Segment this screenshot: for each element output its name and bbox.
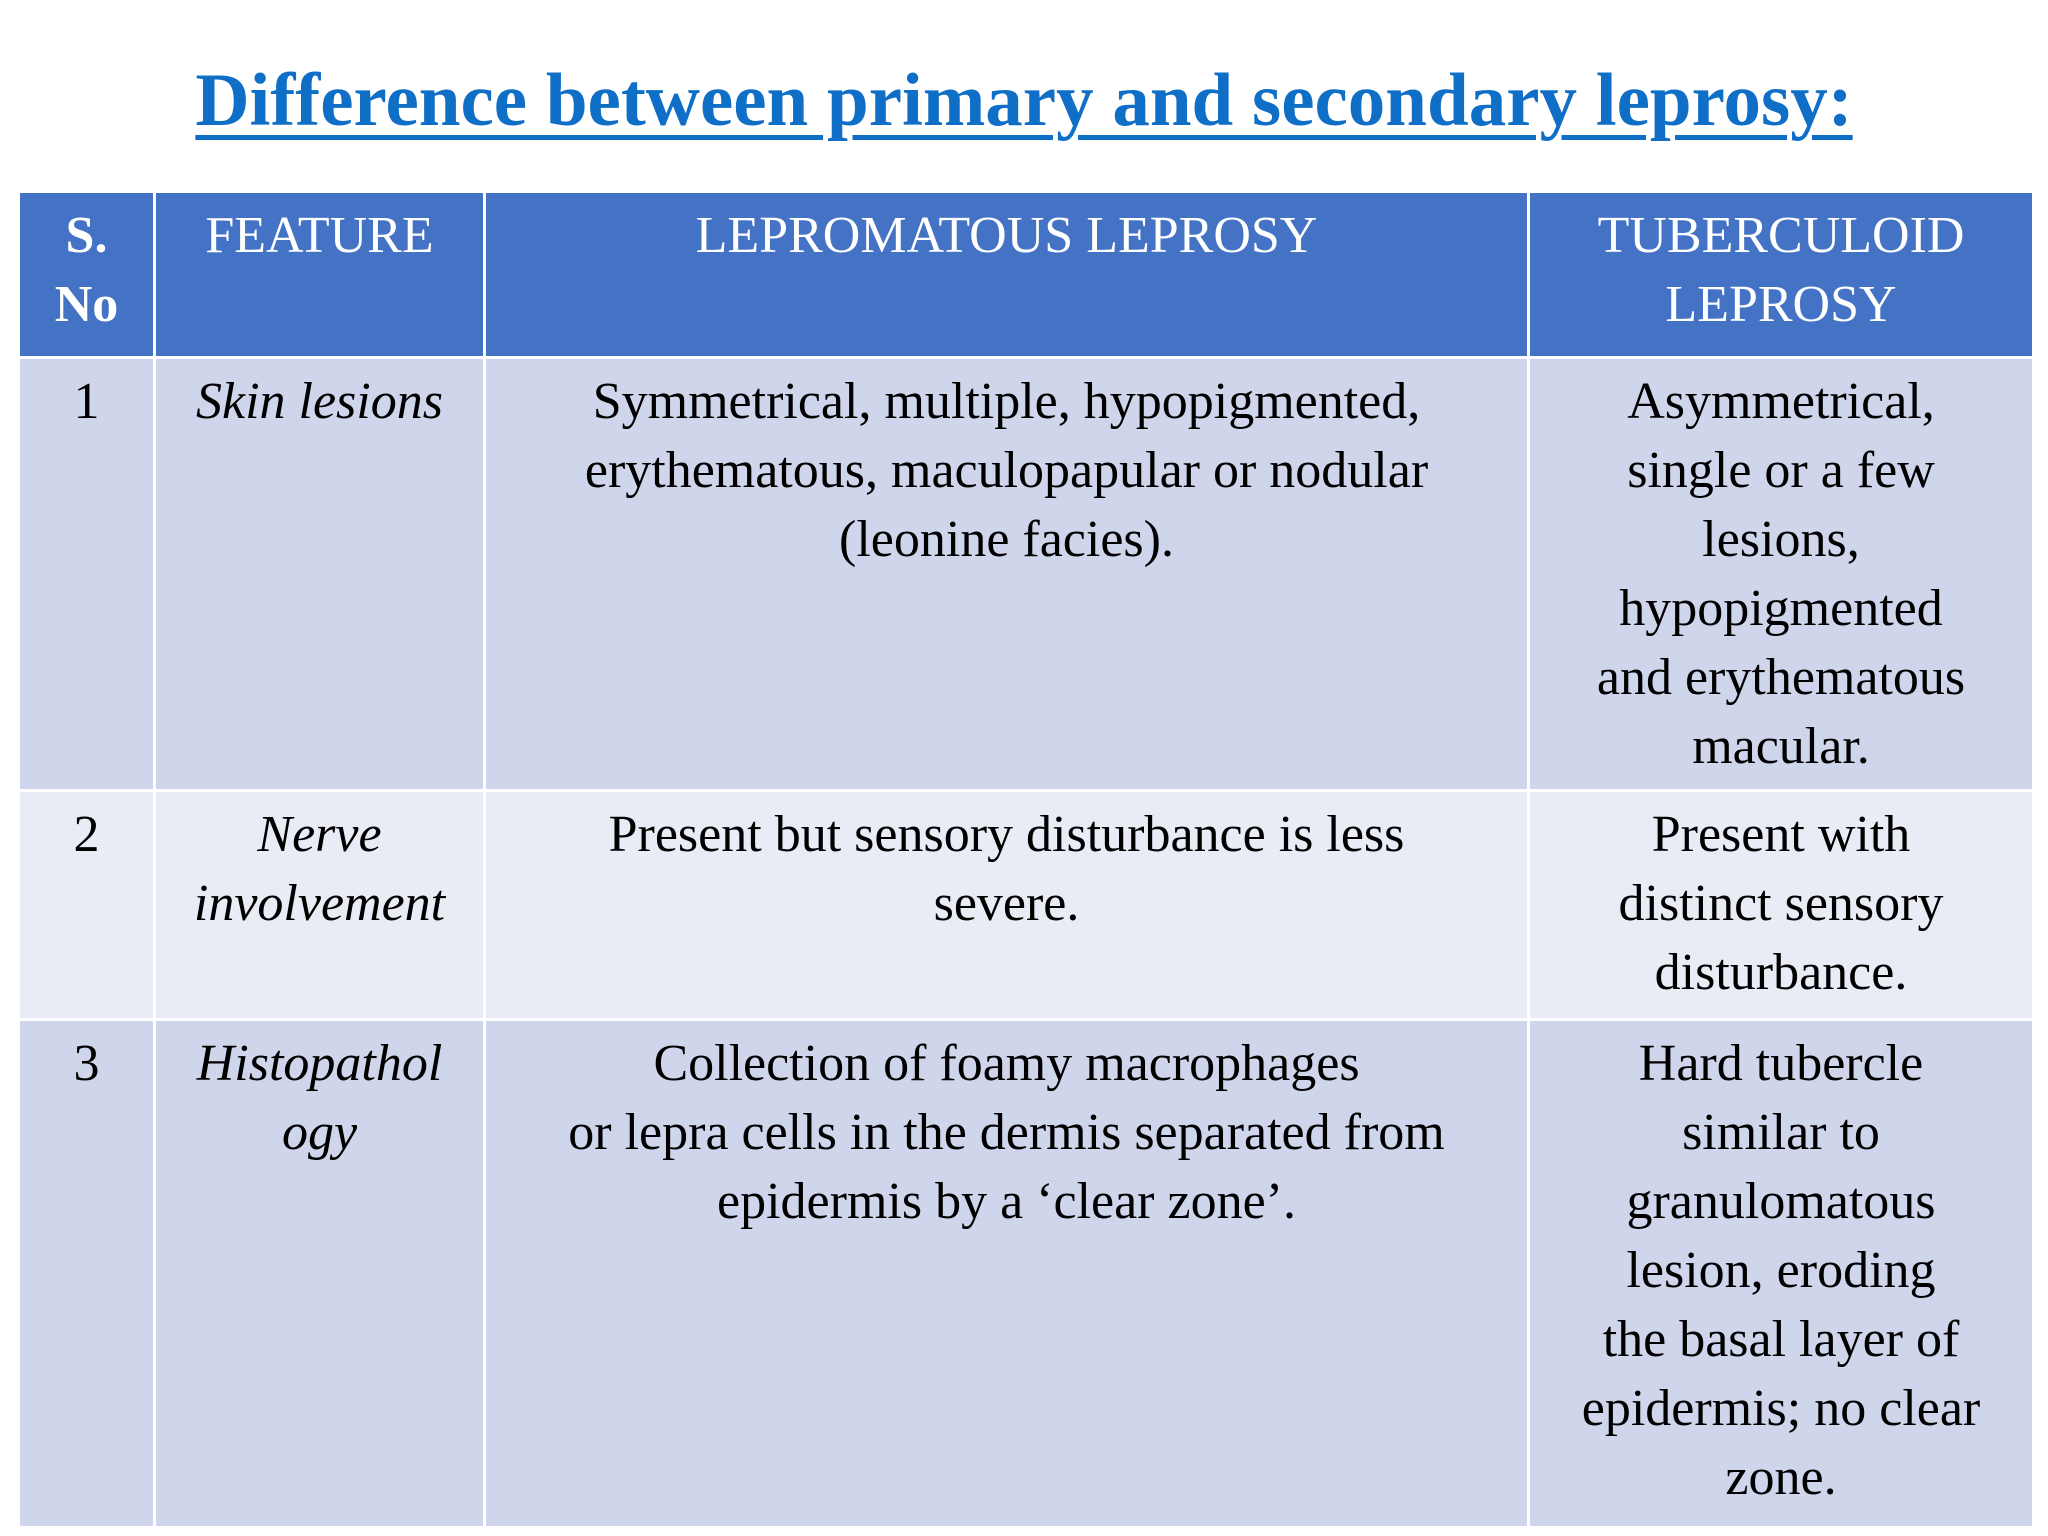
page-title-text: Difference between primary and secondary leprosy: — [195, 59, 1853, 142]
cell-lepromatous: Present but sensory disturbance is less severe. — [485, 791, 1529, 1020]
table-row — [19, 358, 2034, 791]
cell-sno: 1 — [19, 358, 155, 791]
header-lepromatous: LEPROMATOUS LEPROSY — [485, 192, 1529, 358]
cell-feature: Nerve involvement — [155, 791, 485, 1020]
page-title — [0, 56, 2048, 146]
header-tuberculoid: TUBERCULOID LEPROSY — [1529, 192, 2034, 358]
table-row — [19, 1020, 2034, 1528]
comparison-table — [17, 190, 2035, 1529]
cell-sno: 3 — [19, 1020, 155, 1528]
cell-lepromatous: Collection of foamy macrophages or lepra cells in the dermis separated from epidermis by a ‘clear zone’. — [485, 1020, 1529, 1528]
cell-feature: Histopathol ogy — [155, 1020, 485, 1528]
header-feature: FEATURE — [155, 192, 485, 358]
cell-tuberculoid: Present with distinct sensory disturbance. — [1529, 791, 2034, 1020]
header-sno: S. No — [19, 192, 155, 358]
cell-feature: Skin lesions — [155, 358, 485, 791]
table-row — [19, 791, 2034, 1020]
cell-lepromatous: Symmetrical, multiple, hypopigmented, erythematous, maculopapular or nodular (leonine facies). — [485, 358, 1529, 791]
cell-tuberculoid: Hard tubercle similar to granulomatous lesion, eroding the basal layer of epidermis; no clear zone. — [1529, 1020, 2034, 1528]
cell-sno: 2 — [19, 791, 155, 1020]
cell-tuberculoid: Asymmetrical, single or a few lesions, hypopigmented and erythematous macular. — [1529, 358, 2034, 791]
table-header-row — [19, 192, 2034, 358]
